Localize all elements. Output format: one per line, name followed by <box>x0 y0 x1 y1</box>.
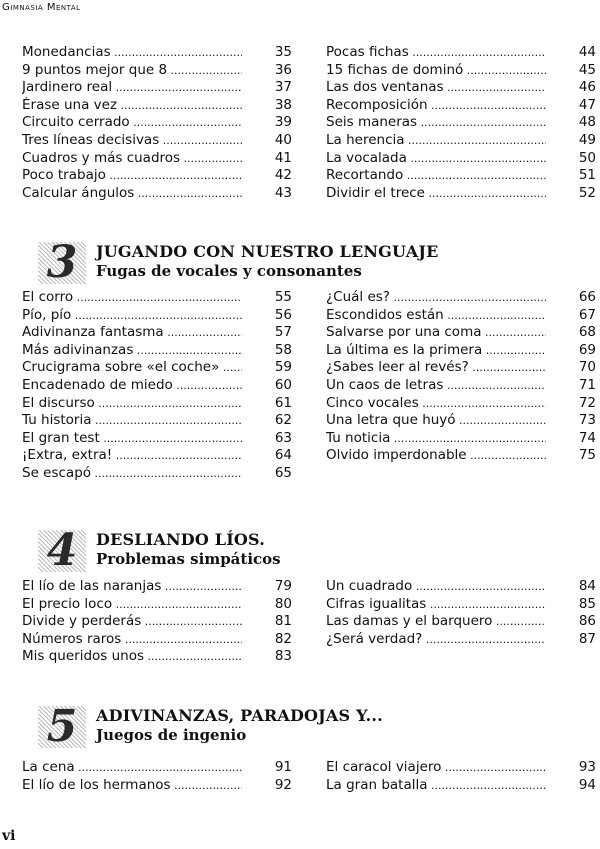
toc-entry-page: 82 <box>274 630 292 647</box>
toc-entry <box>326 412 596 430</box>
toc-entry-page: 50 <box>578 149 596 166</box>
toc-entry-title: Dividir el trece ..... <box>326 185 546 203</box>
toc-entry-title: El precio loco ..... <box>22 596 242 614</box>
toc-entry-page: 85 <box>578 595 596 612</box>
toc-entry-page: 42 <box>274 167 292 184</box>
toc-entry-page: 86 <box>578 613 596 630</box>
toc-entry-page: 43 <box>274 184 292 201</box>
toc-entry-page: 69 <box>578 341 596 358</box>
toc-entry-title: Mis queridos unos ..... <box>22 648 242 666</box>
toc-entry <box>22 97 292 115</box>
toc-entry <box>326 430 596 448</box>
toc-entry-title: ¡Extra, extra! ..... <box>22 447 242 465</box>
toc-entry-title: ¿Será verdad? ..... <box>326 631 546 649</box>
toc-entry <box>326 62 596 80</box>
toc-entry-page: 61 <box>274 394 292 411</box>
toc-entry-title: Tres líneas decisivas ..... <box>22 132 242 150</box>
toc-entry-page: 94 <box>578 776 596 793</box>
toc-entry <box>22 307 292 325</box>
section-number-badge: 3 <box>38 242 86 284</box>
toc-entry <box>326 377 596 395</box>
toc-entry <box>326 97 596 115</box>
toc-entry-page: 40 <box>274 131 292 148</box>
toc-entry <box>22 289 292 307</box>
toc-entry <box>326 79 596 97</box>
toc-entry <box>22 62 292 80</box>
toc-entry <box>326 447 596 465</box>
toc-entry-title: Poco trabajo ..... <box>22 167 242 185</box>
toc-entry-page: 67 <box>578 306 596 323</box>
toc-entry-title: Se escapó ..... <box>22 465 242 483</box>
toc-entry-page: 84 <box>578 578 596 594</box>
toc-entry <box>22 465 292 483</box>
section-subtitle: Juegos de ingenio <box>96 726 247 744</box>
toc-entry-page: 38 <box>274 96 292 113</box>
toc-entry <box>22 777 292 795</box>
toc-entry-title: Cifras igualitas ..... <box>326 596 546 614</box>
toc-entry <box>326 359 596 377</box>
toc-entry <box>22 447 292 465</box>
toc-entry <box>326 44 596 62</box>
toc-entry-page: 48 <box>578 114 596 131</box>
toc-entry-page: 75 <box>578 447 596 464</box>
toc-entry-page: 39 <box>274 114 292 131</box>
toc-entry-page: 47 <box>578 96 596 113</box>
toc-entry-title: Una letra que huyó ..... <box>326 412 546 430</box>
toc-entry-title: Divide y perderás ..... <box>22 613 242 631</box>
toc-entry <box>22 185 292 203</box>
toc-entry-page: 83 <box>274 648 292 665</box>
toc-entry <box>326 777 596 795</box>
toc-block1-left <box>22 44 292 202</box>
toc-entry-title: Un caos de letras ..... <box>326 377 546 395</box>
toc-entry-page: 74 <box>578 429 596 446</box>
toc-entry <box>22 359 292 377</box>
toc-section4-left <box>22 578 292 666</box>
toc-entry <box>326 395 596 413</box>
toc-entry <box>22 430 292 448</box>
toc-entry-title: Circuito cerrado ..... <box>22 114 242 132</box>
toc-section5-right <box>326 759 596 794</box>
toc-entry-page: 87 <box>578 630 596 647</box>
toc-entry <box>22 132 292 150</box>
toc-entry-page: 70 <box>578 359 596 376</box>
toc-entry-title: Cinco vocales ..... <box>326 395 546 413</box>
section-subtitle: Fugas de vocales y consonantes <box>96 262 362 280</box>
toc-entry-title: La cena ..... <box>22 759 242 777</box>
toc-entry-title: Tu noticia ..... <box>326 430 546 448</box>
toc-entry-page: 93 <box>578 759 596 775</box>
toc-entry-page: 45 <box>578 61 596 78</box>
toc-entry <box>326 613 596 631</box>
toc-entry <box>326 114 596 132</box>
toc-entry <box>326 132 596 150</box>
toc-entry-page: 44 <box>578 44 596 60</box>
toc-entry <box>326 596 596 614</box>
toc-entry <box>22 324 292 342</box>
toc-entry-title: Olvido imperdonable ..... <box>326 447 546 465</box>
toc-entry-page: 72 <box>578 394 596 411</box>
toc-entry <box>326 185 596 203</box>
toc-entry <box>326 631 596 649</box>
toc-entry <box>22 648 292 666</box>
toc-entry-title: Números raros ..... <box>22 631 242 649</box>
toc-entry-title: La vocalada ..... <box>326 150 546 168</box>
toc-entry-page: 63 <box>274 429 292 446</box>
toc-entry-page: 71 <box>578 376 596 393</box>
toc-entry <box>326 167 596 185</box>
toc-entry-page: 91 <box>274 759 292 775</box>
toc-entry-page: 55 <box>274 289 292 305</box>
section-title: DESLIANDO LÍOS. <box>96 530 266 549</box>
section-subtitle: Problemas simpáticos <box>96 550 281 568</box>
toc-entry <box>326 324 596 342</box>
toc-entry-title: Recomposición ..... <box>326 97 546 115</box>
toc-entry-page: 66 <box>578 289 596 305</box>
toc-entry <box>326 578 596 596</box>
toc-entry <box>22 412 292 430</box>
toc-entry-title: Adivinanza fantasma ..... <box>22 324 242 342</box>
toc-entry <box>326 150 596 168</box>
toc-entry-title: ¿Sabes leer al revés? ..... <box>326 359 546 377</box>
toc-entry-title: 15 fichas de dominó ..... <box>326 62 546 80</box>
toc-entry-title: Monedancias ..... <box>22 44 242 62</box>
section-title: ADIVINANZAS, PARADOJAS Y... <box>96 706 383 725</box>
toc-entry-title: Calcular ángulos ..... <box>22 185 242 203</box>
toc-entry <box>22 342 292 360</box>
section-number-badge: 4 <box>38 530 86 572</box>
toc-entry-page: 46 <box>578 79 596 96</box>
toc-entry-page: 81 <box>274 613 292 630</box>
toc-entry-page: 36 <box>274 61 292 78</box>
toc-entry-page: 80 <box>274 595 292 612</box>
section-number-badge: 5 <box>38 706 86 748</box>
toc-entry-title: Cuadros y más cuadros ..... <box>22 150 242 168</box>
toc-entry-page: 65 <box>274 464 292 481</box>
toc-entry-title: El caracol viajero ..... <box>326 759 546 777</box>
toc-entry-page: 60 <box>274 376 292 393</box>
toc-entry-title: Un cuadrado ..... <box>326 578 546 596</box>
toc-entry-page: 41 <box>274 149 292 166</box>
toc-entry-page: 58 <box>274 341 292 358</box>
toc-entry-page: 35 <box>274 44 292 60</box>
toc-entry-title: La herencia ..... <box>326 132 546 150</box>
toc-block1-right <box>326 44 596 202</box>
toc-section4-right <box>326 578 596 648</box>
toc-entry-title: Escondidos están ..... <box>326 307 546 325</box>
toc-entry-title: 9 puntos mejor que 8 ..... <box>22 62 242 80</box>
toc-entry <box>326 759 596 777</box>
toc-entry <box>22 759 292 777</box>
toc-entry <box>22 631 292 649</box>
toc-entry <box>22 150 292 168</box>
toc-section3-left <box>22 289 292 483</box>
toc-section3-right <box>326 289 596 465</box>
toc-entry-title: Jardinero real ..... <box>22 79 242 97</box>
toc-entry-title: ¿Cuál es? ..... <box>326 289 546 307</box>
toc-entry-page: 73 <box>578 412 596 429</box>
toc-entry-title: Crucigrama sobre «el coche» ..... <box>22 359 242 377</box>
toc-entry-page: 92 <box>274 776 292 793</box>
toc-entry-title: Más adivinanzas ..... <box>22 342 242 360</box>
toc-entry-title: La última es la primera ..... <box>326 342 546 360</box>
toc-entry-page: 37 <box>274 79 292 96</box>
toc-entry-title: La gran batalla ..... <box>326 777 546 795</box>
toc-entry <box>22 596 292 614</box>
toc-entry <box>22 395 292 413</box>
toc-entry-page: 64 <box>274 447 292 464</box>
toc-entry <box>326 289 596 307</box>
toc-entry-title: Salvarse por una coma ..... <box>326 324 546 342</box>
toc-entry-title: Recortando ..... <box>326 167 546 185</box>
toc-entry-page: 57 <box>274 324 292 341</box>
page-number: vi <box>2 828 16 844</box>
toc-entry-title: El discurso ..... <box>22 395 242 413</box>
toc-entry-page: 59 <box>274 359 292 376</box>
toc-entry <box>22 44 292 62</box>
toc-entry-page: 68 <box>578 324 596 341</box>
toc-entry-title: Las dos ventanas ..... <box>326 79 546 97</box>
toc-entry-title: Las damas y el barquero ..... <box>326 613 546 631</box>
toc-entry <box>22 79 292 97</box>
toc-entry <box>326 342 596 360</box>
toc-entry <box>22 167 292 185</box>
toc-entry-page: 62 <box>274 412 292 429</box>
toc-entry <box>22 578 292 596</box>
toc-entry-title: El gran test ..... <box>22 430 242 448</box>
toc-entry-title: Pocas fichas ..... <box>326 44 546 62</box>
toc-entry-title: Seis maneras ..... <box>326 114 546 132</box>
toc-entry-title: Encadenado de miedo ..... <box>22 377 242 395</box>
toc-entry-page: 51 <box>578 167 596 184</box>
running-header: Gimnasia Mental <box>2 2 81 13</box>
toc-entry-title: El corro ..... <box>22 289 242 307</box>
toc-entry-title: Tu historia ..... <box>22 412 242 430</box>
toc-entry-title: Érase una vez ..... <box>22 97 242 115</box>
toc-entry <box>22 114 292 132</box>
toc-entry-title: El lío de los hermanos ..... <box>22 777 242 795</box>
section-title: JUGANDO CON NUESTRO LENGUAJE <box>96 242 439 261</box>
toc-entry-title: El lío de las naranjas ..... <box>22 578 242 596</box>
toc-section5-left <box>22 759 292 794</box>
toc-entry-page: 49 <box>578 131 596 148</box>
toc-entry-title: Pío, pío ..... <box>22 307 242 325</box>
toc-entry <box>22 377 292 395</box>
toc-entry <box>22 613 292 631</box>
toc-entry-page: 79 <box>274 578 292 594</box>
toc-entry <box>326 307 596 325</box>
toc-entry-page: 52 <box>578 184 596 201</box>
toc-entry-page: 56 <box>274 306 292 323</box>
